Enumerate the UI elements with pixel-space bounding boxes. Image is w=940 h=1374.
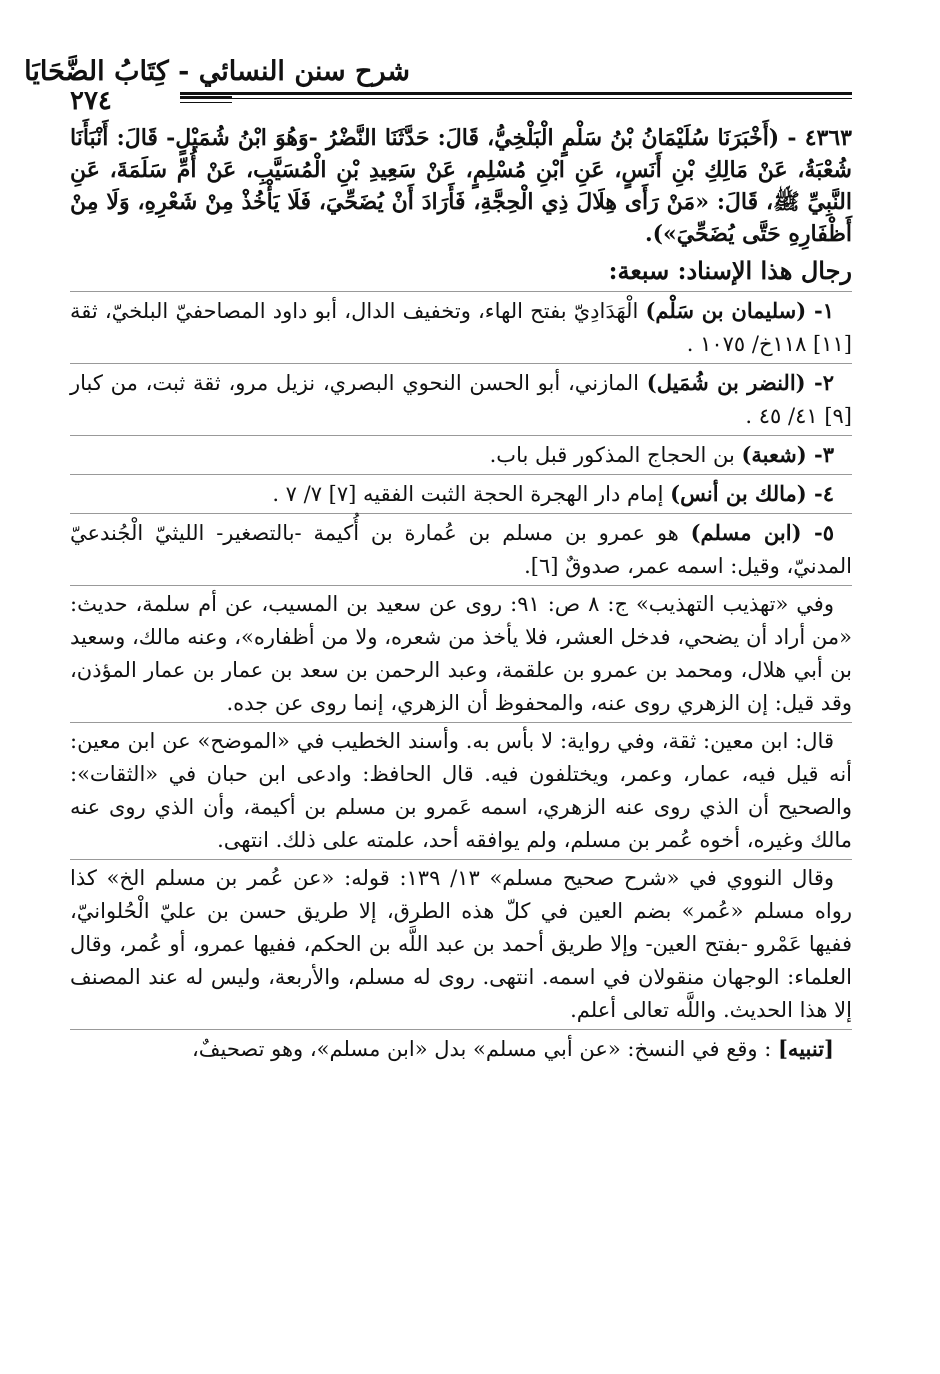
narrator-text: هو عمرو بن مسلم بن عُمارة بن أُكيمة -بالتصغير- الليثيّ الْجُندعيّ المدنيّ، وقيل: اسمه عمر، صدوقٌ [٦]. — [70, 521, 852, 578]
commentary-paragraph: قال: ابن معين: ثقة، وفي رواية: لا بأس به. وأسند الخطيب في «الموضح» عن ابن معين: أنه قيل فيه، عمار، وعمر، ويختلفون فيه. قال الحافظ: وادعى ابن حبان في «الثقات»: والصحيح أن الذي روى عنه الزهري، اسمه عَمرو بن مسلم بن أكيمة، وأن الذي روى عنه مالك وغيره، أخوه عُمر بن مسلم، ولم يوافقه أحد، علمته على ذلك. انتهى. — [70, 722, 852, 857]
narrator-text: المازني، أبو الحسن النحوي البصري، نزيل مرو، ثقة ثبت، من كبار [٩] ٤١/ ٤٥ . — [70, 371, 852, 428]
narrator-entry — [70, 435, 852, 472]
header-number-row — [60, 86, 852, 114]
narrator-name: ٢- (النضر بن شُمَيل) — [646, 370, 834, 395]
narrator-entry — [70, 513, 852, 583]
note-label: [تنبيه] — [778, 1036, 834, 1061]
narrator-name: ١- (سليمان بن سَلْم) — [645, 298, 834, 323]
narrator-entry — [70, 363, 852, 433]
hadith-text: ٤٣٦٣ - (أَخْبَرَنَا سُلَيْمَانُ بْنُ سَلْمٍ الْبَلْخِيُّ، قَالَ: حَدَّثَنَا النَّضْرُ -وَهُوَ ابْنُ شُمَيْلٍ- قَالَ: أَنْبَأَنَا شُعْبَةُ، عَنْ مَالِكِ بْنِ أَنَسٍ، عَنِ ابْنِ مُسْلِمٍ، عَنْ سَعِيدِ بْنِ الْمُسَيَّبِ، عَنْ أُمِّ سَلَمَةَ، عَنِ النَّبِيِّ ﷺ، قَالَ: «مَنْ رَأَى هِلَالَ ذِي الْحِجَّةِ، فَأَرَادَ أَنْ يُضَحِّيَ، فَلَا يَأْخُذْ مِنْ شَعْرِهِ، وَلَا مِنْ أَظْفَارِهِ حَتَّى يُضَحِّيَ»). — [70, 125, 852, 247]
note-paragraph — [70, 1029, 852, 1066]
narrator-text: إمام دار الهجرة الحجة الثبت الفقيه [٧] ٧/ ٧ . — [272, 482, 671, 506]
note-text: : وقع في النسخ: «عن أبي مسلم» بدل «ابن مسلم»، وهو تصحيفٌ، — [191, 1037, 778, 1061]
page-number-rule — [180, 96, 232, 103]
page-number: ٢٧٤ — [70, 86, 112, 116]
narrator-name: ٤- (مالك بن أنس) — [670, 481, 834, 506]
section-heading: رجال هذا الإسناد: سبعة: — [608, 256, 852, 285]
narrator-entry — [70, 474, 852, 511]
narrator-entry — [70, 291, 852, 361]
commentary-paragraph: وقال النووي في «شرح صحيح مسلم» ١٣/ ١٣٩: قوله: «عن عُمر بن مسلم الخ» كذا رواه مسلم «عُمر» بضم العين في كلّ هذه الطرق، إلا طريق حسن بن عليّ الْحُلوانيّ، ففيها عَمْرو -بفتح العين- وإلا طريق أحمد بن عبد اللَّه بن الحكم، ففيها عمرو، أو عُمر، وقال العلماء: الوجهان منقولان في اسمه. انتهى. روى له مسلم، والأربعة، وليس له عند المصنف إلا هذا الحديث. واللَّه تعالى أعلم. — [70, 859, 852, 1027]
commentary-paragraph: وفي «تهذيب التهذيب» ج: ٨ ص: ٩١: روى عن سعيد بن المسيب، عن أم سلمة، حديث: «من أراد أن يضحي، فدخل العشر، فلا يأخذ من شعره، ولا من أظفاره»، وعنه مالك، وسعيد بن أبي هلال، ومحمد بن عمرو بن علقمة، وعبد الرحمن بن سعد بن عمار بن عمار المؤذن، وقد قيل: إن الزهري روى عنه، والمحفوظ أن الزهري، إنما روى عن جده. — [70, 585, 852, 720]
narrator-text: الْهَدَادِيّ بفتح الهاء، وتخفيف الدال، أبو داود المصاحفيّ البلخيّ، ثقة [١١] ١١٨خ/ ١٠٧٥ . — [70, 299, 852, 356]
narrator-text: بن الحجاج المذكور قبل باب. — [489, 443, 742, 467]
narrator-name: ٥- (ابن مسلم) — [690, 520, 834, 545]
running-header-title: شرح سنن النسائي - كِتَابُ الضَّحَايَا — [24, 56, 410, 87]
page-body — [70, 122, 852, 1068]
narrator-name: ٣- (شعبة) — [741, 442, 834, 467]
